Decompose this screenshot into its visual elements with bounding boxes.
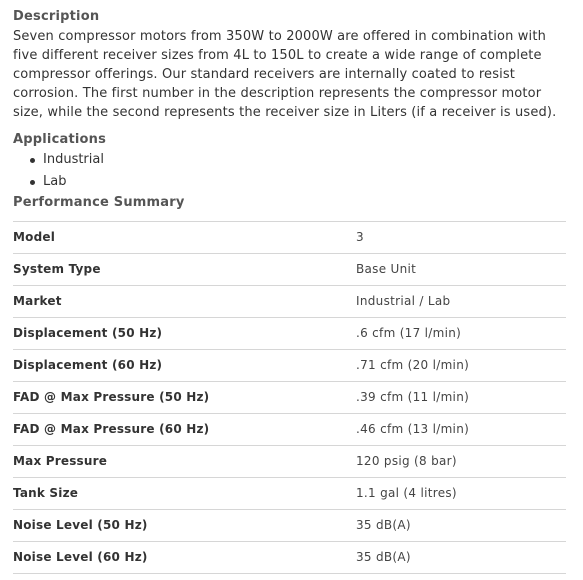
row-label: Displacement (50 Hz) [13, 326, 163, 340]
row-value: 1.1 gal (4 litres) [356, 486, 457, 500]
product-details [13, 8, 566, 574]
row-value: 35 dB(A) [356, 518, 411, 532]
table-row [13, 254, 566, 286]
table-row [13, 542, 566, 574]
table-row [13, 510, 566, 542]
row-value: Industrial / Lab [356, 294, 451, 308]
row-value: 35 dB(A) [356, 550, 411, 564]
row-label: System Type [13, 262, 101, 276]
applications-heading: Applications [13, 132, 107, 147]
row-value: .39 cfm (11 l/min) [356, 390, 470, 404]
performance-summary-heading: Performance Summary [13, 195, 185, 210]
performance-table [13, 221, 566, 574]
row-label: Displacement (60 Hz) [13, 358, 163, 372]
row-value: .71 cfm (20 l/min) [356, 358, 470, 372]
row-label: FAD @ Max Pressure (60 Hz) [13, 422, 210, 436]
row-value: 3 [356, 230, 364, 244]
list-item: Industrial [30, 149, 566, 171]
table-row [13, 414, 566, 446]
description-text: Seven compressor motors from 350W to 2000W are offered in combination with five different receiver sizes from 4L to 150L to create a wide range of complete compressor offerings. Our standard receivers are internally coated to resist corrosion. The first number in the description represents the compressor motor size, while the second represents the receiver size in Liters (if a receiver is used). [13, 29, 557, 120]
row-label: Noise Level (50 Hz) [13, 518, 148, 532]
table-row [13, 446, 566, 478]
row-value: Base Unit [356, 262, 417, 276]
row-label: Model [13, 230, 56, 244]
table-row [13, 478, 566, 510]
table-row [13, 382, 566, 414]
list-item: Lab [30, 171, 566, 193]
row-label: Tank Size [13, 486, 79, 500]
description-heading: Description [13, 9, 100, 24]
row-label: Noise Level (60 Hz) [13, 550, 148, 564]
table-row [13, 350, 566, 382]
row-label: Max Pressure [13, 454, 108, 468]
row-label: Market [13, 294, 62, 308]
row-value: .46 cfm (13 l/min) [356, 422, 470, 436]
row-label: FAD @ Max Pressure (50 Hz) [13, 390, 210, 404]
row-value: .6 cfm (17 l/min) [356, 326, 462, 340]
table-row [13, 318, 566, 350]
table-row [13, 222, 566, 254]
row-value: 120 psig (8 bar) [356, 454, 457, 468]
applications-list [13, 149, 566, 193]
table-row [13, 286, 566, 318]
